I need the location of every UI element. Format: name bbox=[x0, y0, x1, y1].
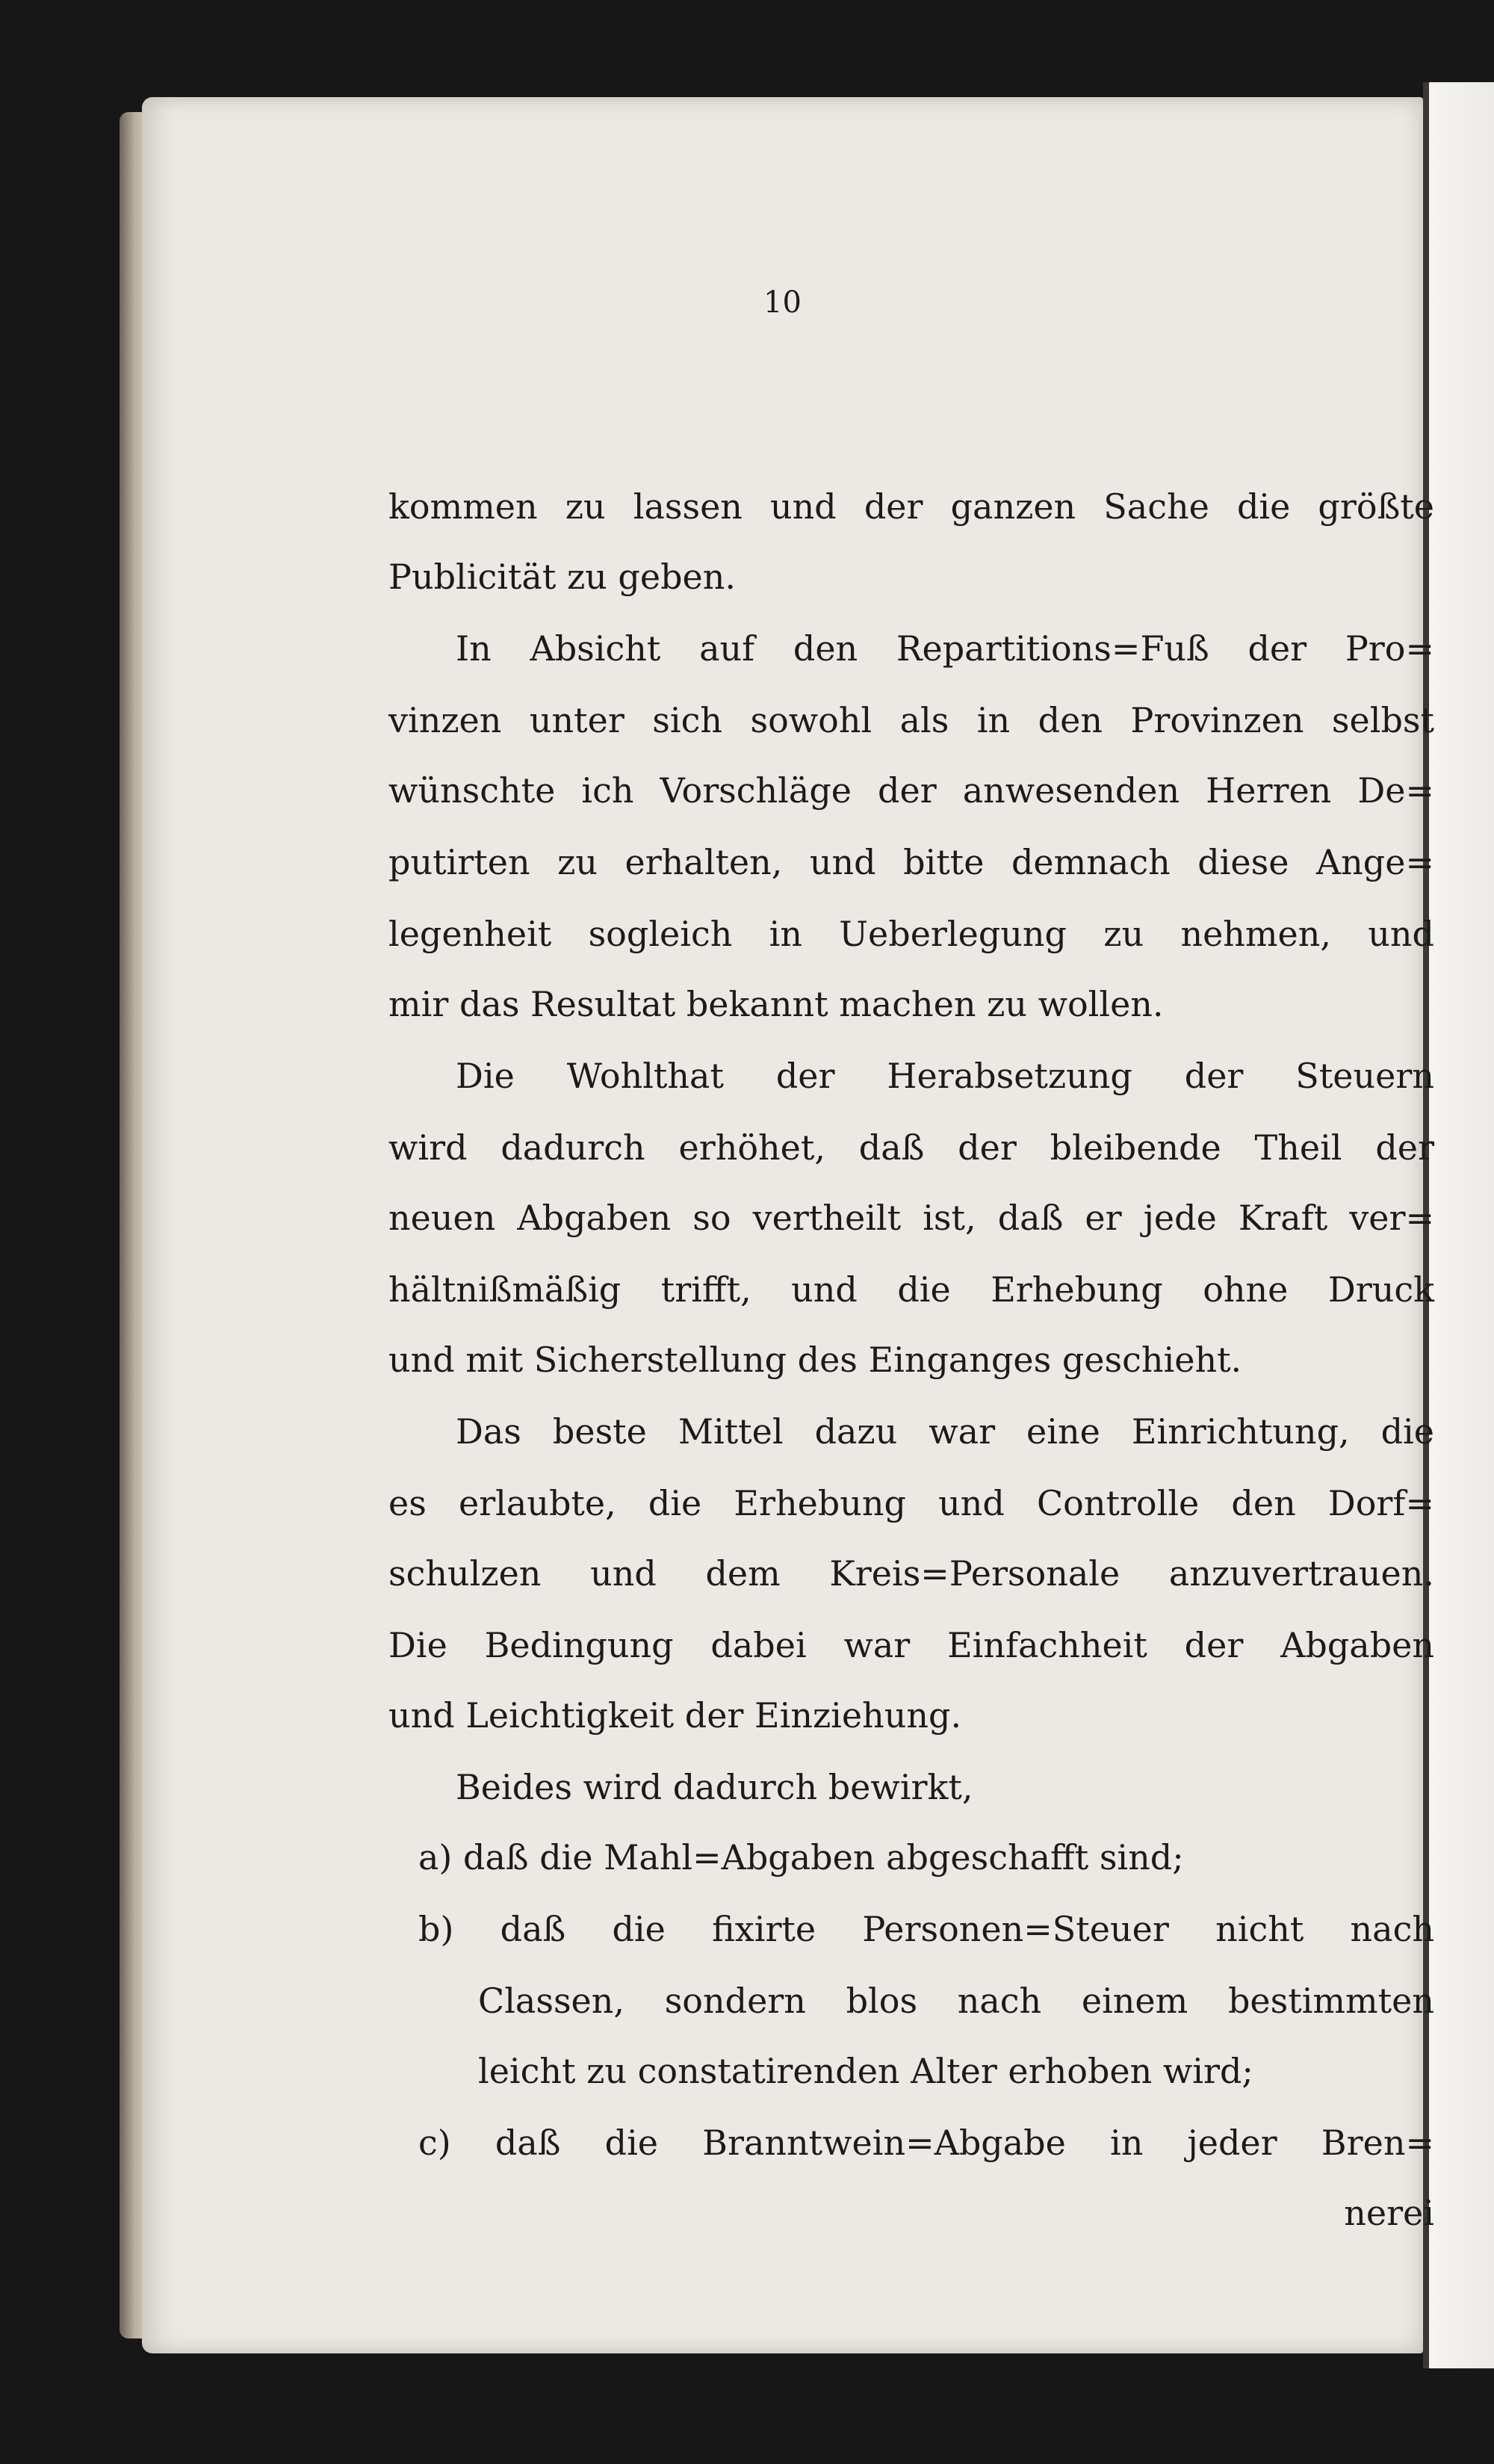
text-line: wünschte ich Vorschläge der anwesenden Herren De= bbox=[388, 770, 1434, 811]
list-item: b) daß die fixirte Personen=Steuer nicht nach bbox=[418, 1909, 1434, 1949]
text-line: kommen zu lassen und der ganzen Sache die größte bbox=[388, 486, 1434, 527]
list-item-continuation: Classen, sondern blos nach einem bestimmten bbox=[478, 1981, 1434, 2021]
text-line: wird dadurch erhöhet, daß der bleibende Theil der bbox=[388, 1127, 1434, 1168]
text-line: es erlaubte, die Erhebung und Controlle den Dorf= bbox=[388, 1483, 1434, 1523]
text-line: In Absicht auf den Repartitions=Fuß der Pro= bbox=[456, 628, 1434, 669]
text-line: vinzen unter sich sowohl als in den Provinzen selbst bbox=[388, 700, 1434, 740]
list-item: a) daß die Mahl=Abgaben abgeschafft sind; bbox=[418, 1837, 1184, 1878]
text-line: mir das Resultat bekannt machen zu wollen. bbox=[388, 984, 1164, 1024]
text-line: Beides wird dadurch bewirkt, bbox=[456, 1767, 973, 1807]
text-line: und mit Sicherstellung des Einganges geschieht. bbox=[388, 1340, 1242, 1380]
catchword: nerei bbox=[1344, 2193, 1434, 2233]
book-page bbox=[142, 97, 1434, 2353]
text-line: hältnißmäßig trifft, und die Erhebung ohne Druck bbox=[388, 1269, 1434, 1310]
text-line: putirten zu erhalten, und bitte demnach diese Ange= bbox=[388, 842, 1434, 882]
text-line: Das beste Mittel dazu war eine Einrichtung, die bbox=[456, 1411, 1434, 1452]
text-line: und Leichtigkeit der Einziehung. bbox=[388, 1695, 962, 1736]
text-line: legenheit sogleich in Ueberlegung zu nehmen, und bbox=[388, 914, 1434, 954]
list-item: c) daß die Branntwein=Abgabe in jeder Bren= bbox=[418, 2123, 1434, 2163]
text-line: Die Wohlthat der Herabsetzung der Steuern bbox=[456, 1056, 1434, 1096]
text-line: neuen Abgaben so vertheilt ist, daß er jede Kraft ver= bbox=[388, 1198, 1434, 1238]
text-line: schulzen und dem Kreis=Personale anzuvertrauen. bbox=[388, 1553, 1434, 1594]
page-number: 10 bbox=[763, 285, 802, 320]
text-line: Publicität zu geben. bbox=[388, 557, 737, 597]
text-line: Die Bedingung dabei war Einfachheit der Abgaben bbox=[388, 1625, 1434, 1665]
list-item-continuation: leicht zu constatirenden Alter erhoben wird; bbox=[478, 2051, 1253, 2091]
